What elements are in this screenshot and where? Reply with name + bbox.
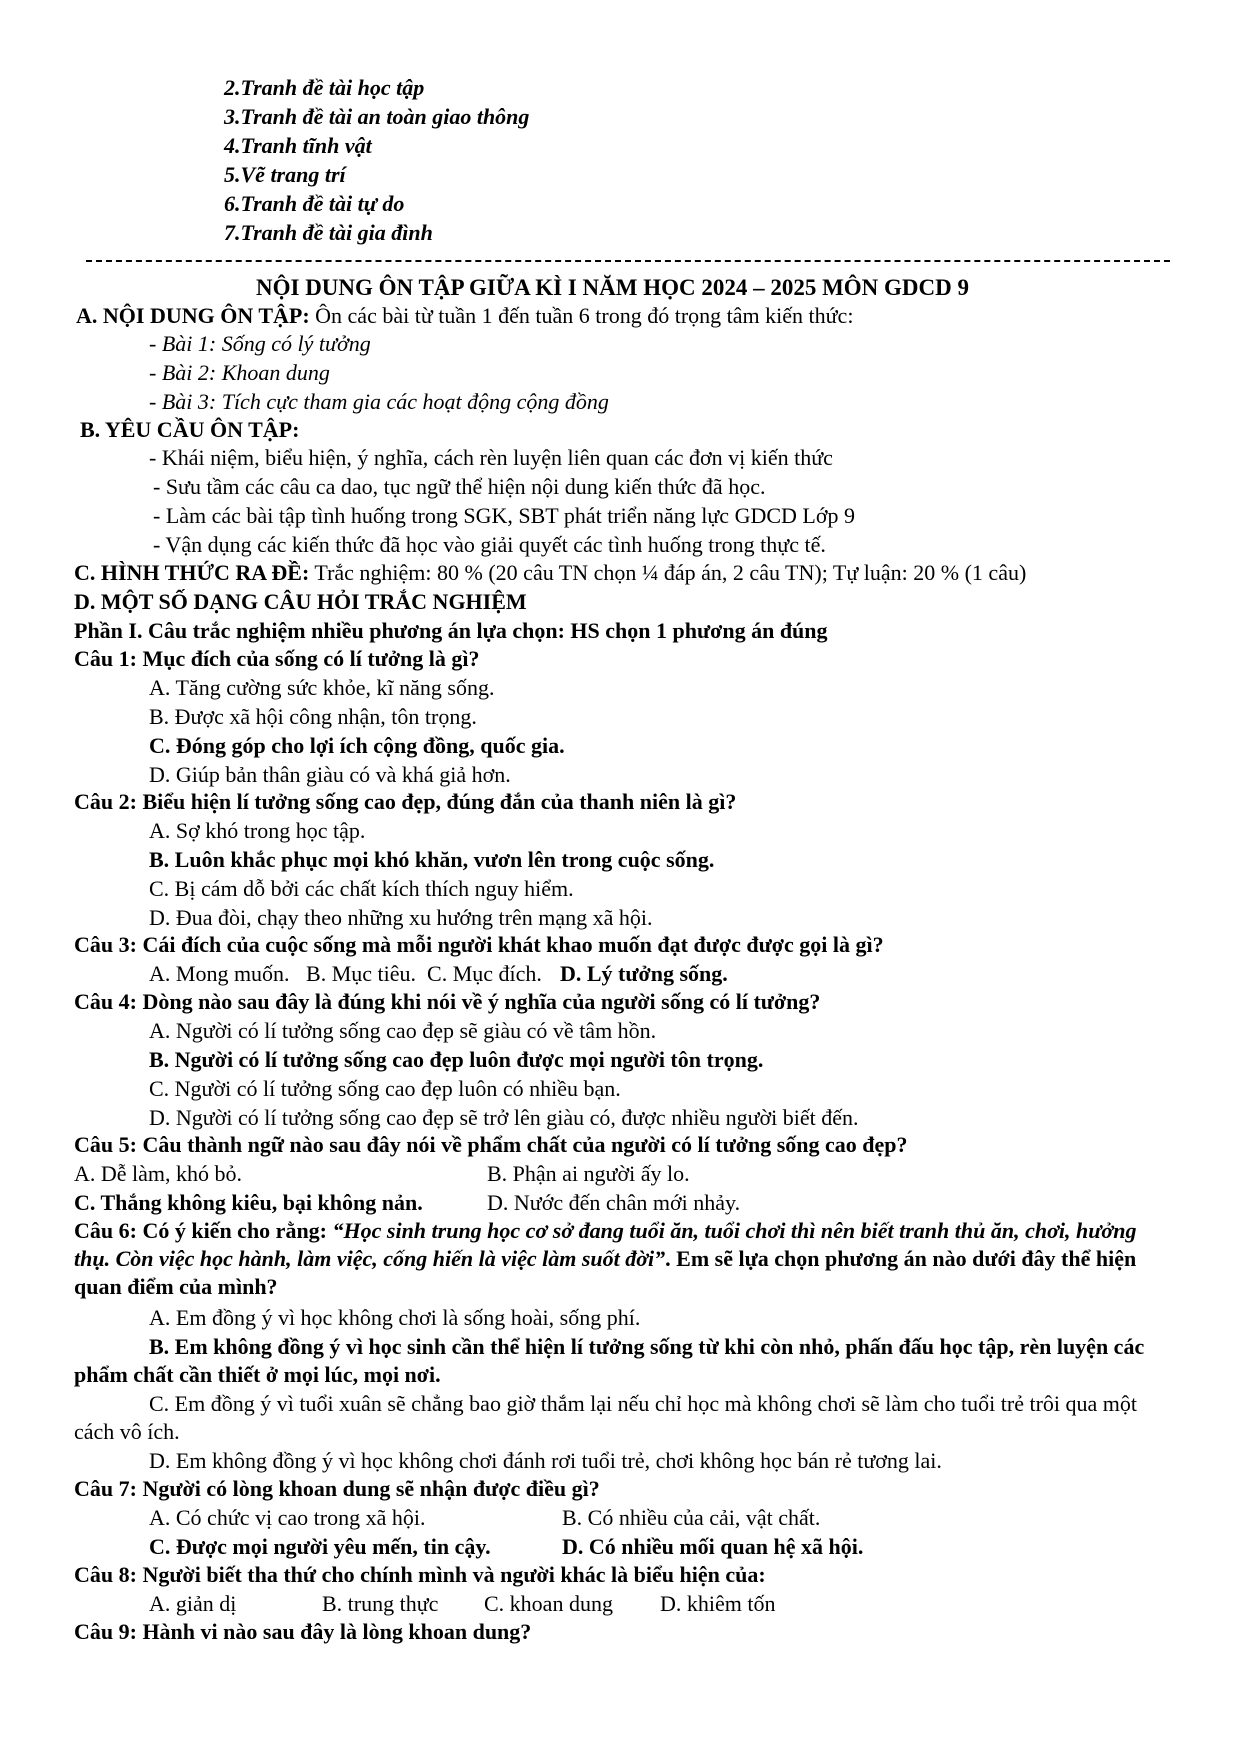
q7-option-d: D. Có nhiều mối quan hệ xã hội. [562, 1534, 864, 1559]
section-a-item-3: - Bài 3: Tích cực tham gia các hoạt động cộng đồng [149, 389, 609, 414]
section-a-text: Ôn các bài từ tuần 1 đến tuần 6 trong đó trọng tâm kiến thức: [309, 303, 854, 328]
q4-option-c: C. Người có lí tưởng sống cao đẹp luôn có nhiều bạn. [149, 1076, 621, 1101]
section-c-text: Trắc nghiệm: 80 % (20 câu TN chọn ¼ đáp án, 2 câu TN); Tự luận: 20 % (1 câu) [309, 560, 1027, 585]
q2-option-b: B. Luôn khắc phục mọi khó khăn, vươn lên trong cuộc sống. [149, 847, 715, 872]
section-b-item-4: - Vận dụng các kiến thức đã học vào giải quyết các tình huống trong thực tế. [153, 532, 826, 557]
q8-option-b: B. trung thực [322, 1591, 439, 1616]
q8-option-d: D. khiêm tốn [660, 1591, 776, 1616]
q1-option-b: B. Được xã hội công nhận, tôn trọng. [149, 704, 477, 729]
q5-option-a: A. Dễ làm, khó bỏ. [74, 1161, 243, 1186]
q7-option-a: A. Có chức vị cao trong xã hội. [149, 1505, 426, 1530]
question-8: Câu 8: Người biết tha thứ cho chính mình và người khác là biểu hiện của: [74, 1562, 766, 1587]
question-4: Câu 4: Dòng nào sau đây là đúng khi nói về ý nghĩa của người sống có lí tưởng? [74, 989, 821, 1014]
art-topic-7: 7.Tranh đề tài gia đình [224, 220, 433, 245]
q2-option-d: D. Đua đòi, chạy theo những xu hướng trên mạng xã hội. [149, 905, 653, 930]
q1-option-c: C. Đóng góp cho lợi ích cộng đồng, quốc gia. [149, 733, 565, 758]
part-1-heading: Phần I. Câu trắc nghiệm nhiều phương án lựa chọn: HS chọn 1 phương án đúng [74, 618, 828, 643]
q8-option-c: C. khoan dung [484, 1591, 613, 1616]
q6-option-d: D. Em không đồng ý vì học không chơi đánh rơi tuổi trẻ, chơi không học bán rẻ tương lai. [149, 1448, 942, 1473]
q6-suffix: . Em sẽ lựa chọn phương án nào dưới đây thể hiện quan điểm của mình? [74, 1246, 1137, 1299]
section-a-line [76, 302, 853, 330]
art-topic-4: 4.Tranh tĩnh vật [224, 133, 372, 158]
q3-options [149, 960, 728, 988]
art-topic-6: 6.Tranh đề tài tự do [224, 191, 405, 216]
q4-option-a: A. Người có lí tưởng sống cao đẹp sẽ giàu có về tâm hồn. [149, 1018, 657, 1043]
question-1: Câu 1: Mục đích của sống có lí tưởng là gì? [74, 646, 480, 671]
q2-option-a: A. Sợ khó trong học tập. [149, 818, 366, 843]
art-topic-5: 5.Vẽ trang trí [224, 162, 346, 187]
q6-option-a: A. Em đồng ý vì học không chơi là sống hoài, sống phí. [149, 1305, 641, 1330]
q1-option-a: A. Tăng cường sức khỏe, kĩ năng sống. [149, 675, 495, 700]
section-a-heading: A. NỘI DUNG ÔN TẬP: [76, 303, 310, 328]
q5-option-b: B. Phận ai người ấy lo. [487, 1161, 690, 1186]
section-a-item-2: - Bài 2: Khoan dung [149, 360, 330, 385]
section-a-item-1: - Bài 1: Sống có lý tưởng [149, 331, 371, 356]
section-c-heading: C. HÌNH THỨC RA ĐỀ: [74, 560, 310, 585]
question-5: Câu 5: Câu thành ngữ nào sau đây nói về phẩm chất của người có lí tưởng sống cao đẹp? [74, 1132, 908, 1157]
question-9: Câu 9: Hành vi nào sau đây là lòng khoan dung? [74, 1619, 532, 1644]
dashed-divider [86, 260, 1170, 262]
art-topic-2: 2.Tranh đề tài học tập [224, 75, 425, 100]
q5-option-c: C. Thắng không kiêu, bại không nản. [74, 1190, 423, 1215]
q3-options-abc: A. Mong muốn. B. Mục tiêu. C. Mục đích. [149, 961, 542, 986]
section-b-item-1: - Khái niệm, biểu hiện, ý nghĩa, cách rèn luyện liên quan các đơn vị kiến thức [149, 445, 833, 470]
q6-prefix: Câu 6: Có ý kiến cho rằng: [74, 1218, 333, 1243]
page-title: NỘI DUNG ÔN TẬP GIỮA KÌ I NĂM HỌC 2024 – 2025 MÔN GDCD 9 [256, 275, 970, 300]
q3-option-d: D. Lý tưởng sống. [559, 961, 728, 986]
question-7: Câu 7: Người có lòng khoan dung sẽ nhận được điều gì? [74, 1476, 600, 1501]
q6-option-b: B. Em không đồng ý vì học sinh cần thể hiện lí tưởng sống từ khi còn nhỏ, phấn đấu học tập, rèn luyện các phẩm chất cần thiết ở mọi lúc, mọi nơi. [74, 1334, 1145, 1387]
question-3: Câu 3: Cái đích của cuộc sống mà mỗi người khát khao muốn đạt được được gọi là gì? [74, 932, 884, 957]
section-b-item-3: - Làm các bài tập tình huống trong SGK, SBT phát triển năng lực GDCD Lớp 9 [153, 503, 855, 528]
question-6 [74, 1217, 1174, 1301]
section-c-line [74, 559, 1026, 587]
q1-option-d: D. Giúp bản thân giàu có và khá giả hơn. [149, 762, 511, 787]
q6-quote: “Học sinh trung học cơ sở đang tuổi ăn, tuổi chơi thì nên biết tranh thủ ăn, chơi, hưởng thụ. Còn việc học hành, làm việc, cống hiến là việc làm suốt đời” [74, 1218, 1137, 1271]
q7-option-c: C. Được mọi người yêu mến, tin cậy. [149, 1534, 491, 1559]
question-2: Câu 2: Biểu hiện lí tưởng sống cao đẹp, đúng đắn của thanh niên là gì? [74, 789, 737, 814]
q2-option-c: C. Bị cám dỗ bởi các chất kích thích nguy hiểm. [149, 876, 574, 901]
art-topic-3: 3.Tranh đề tài an toàn giao thông [224, 104, 530, 129]
q4-option-b: B. Người có lí tưởng sống cao đẹp luôn được mọi người tôn trọng. [149, 1047, 764, 1072]
section-b-heading: B. YÊU CẦU ÔN TẬP: [80, 417, 300, 442]
q4-option-d: D. Người có lí tưởng sống cao đẹp sẽ trở lên giàu có, được nhiều người biết đến. [149, 1105, 859, 1130]
q6-option-c: C. Em đồng ý vì tuổi xuân sẽ chẳng bao giờ thắm lại nếu chỉ học mà không chơi sẽ làm cho tuổi trẻ trôi qua một cách vô ích. [74, 1391, 1138, 1444]
q5-option-d: D. Nước đến chân mới nhảy. [487, 1190, 741, 1215]
q7-option-b: B. Có nhiều của cải, vật chất. [562, 1505, 821, 1530]
section-d-heading: D. MỘT SỐ DẠNG CÂU HỎI TRẮC NGHIỆM [74, 589, 527, 614]
q8-option-a: A. giản dị [149, 1591, 237, 1616]
section-b-item-2: - Sưu tầm các câu ca dao, tục ngữ thể hiện nội dung kiến thức đã học. [153, 474, 766, 499]
